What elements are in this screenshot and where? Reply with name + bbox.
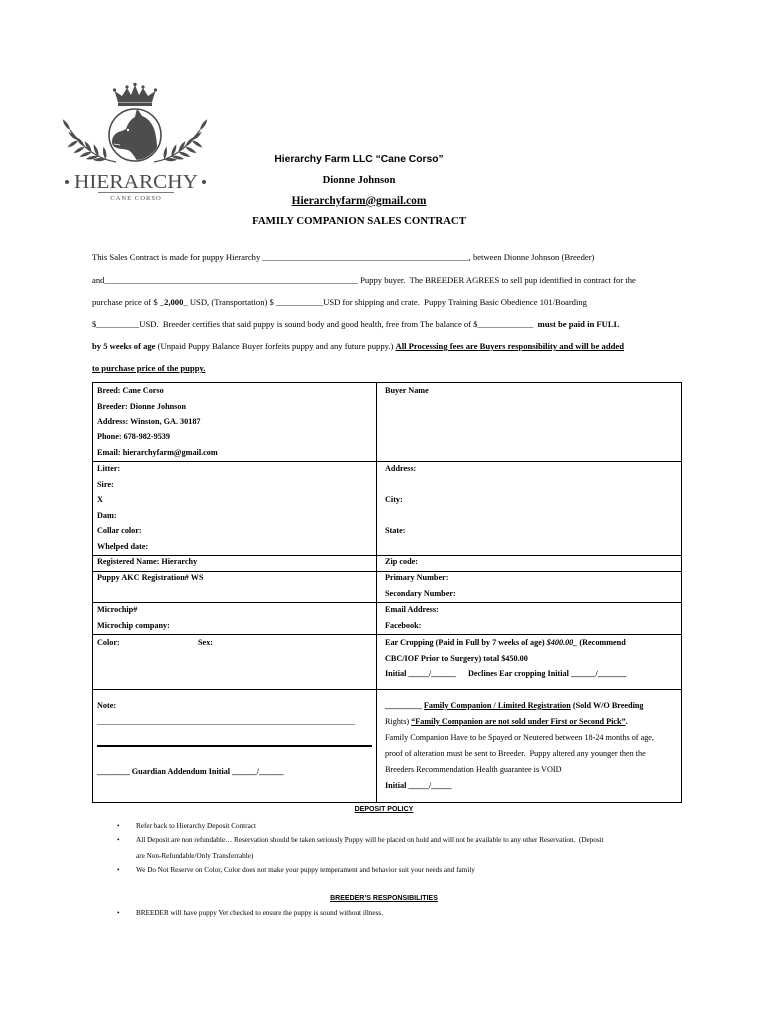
family-companion-line-1	[385, 701, 644, 711]
sire-field: Sire:	[97, 480, 114, 489]
buyer-name-field: Buyer Name	[385, 386, 429, 395]
deposit-policy-item: • All Deposit are non refundable… Reservation should be taken seriously Puppy will be placed on hold and will not be available to any other Reservation. (Deposit	[136, 836, 604, 845]
ear-cropping-terms: Ear Cropping (Paid in Full by 7 weeks of age)	[385, 638, 547, 647]
whelped-date-field: Whelped date:	[97, 542, 149, 551]
balance-due-notice: must be paid in FULL	[537, 319, 620, 329]
akc-registration-field: Puppy AKC Registration# WS	[97, 573, 204, 582]
primary-number-field: Primary Number:	[385, 573, 449, 582]
laurel-branch-left-icon	[61, 118, 116, 162]
ear-cropping-line-1	[385, 638, 626, 648]
breed-field: Breed: Cane Corso	[97, 386, 164, 395]
intro-price-tail: _ USD, (Transportation) $ ___________USD for shipping and crate. Puppy Training Basic Obedience 101/Boarding	[183, 297, 587, 307]
family-companion-period: .	[625, 717, 628, 726]
ear-cropping-initial: Initial _____/______	[385, 669, 456, 678]
buyer-city-field: City:	[385, 495, 403, 504]
note-separator-rule	[97, 745, 372, 747]
intro-line-4	[92, 319, 619, 329]
ear-cropping-recommend: (Recommend	[577, 638, 626, 647]
breeder-responsibility-item: • BREEDER will have puppy Vet checked to ensure the puppy is sound without illness.	[136, 909, 383, 918]
buyer-facebook-field: Facebook:	[385, 621, 422, 630]
family-companion-line-4: proof of alteration must be sent to Breeder. Puppy altered any younger then the	[385, 749, 646, 758]
family-companion-line-5: Breeders Recommendation Health guarantee is VOID	[385, 765, 562, 774]
row-divider	[93, 689, 681, 690]
litter-field: Litter:	[97, 464, 121, 473]
secondary-number-field: Secondary Number:	[385, 589, 456, 598]
breeder-field: Breeder: Dionne Johnson	[97, 402, 187, 411]
color-field: Color:	[97, 638, 120, 647]
breeder-email-field: Email: hierarchyfarm@gmail.com	[97, 448, 218, 457]
intro-line-2: and___________________________________________________________ Puppy buyer. The BREEDER AGREES to sell pup identified in contract for the	[92, 275, 636, 285]
intro-balance-text: $__________USD. Breeder certifies that said puppy is sound body and good health, free from The balance of $_____________	[92, 319, 538, 329]
dog-head-icon	[109, 108, 161, 162]
collar-color-field: Collar color:	[97, 526, 142, 535]
row-divider	[93, 634, 681, 635]
intro-price-lead: purchase price of $ _	[92, 297, 165, 307]
buyer-zip-field: Zip code:	[385, 557, 418, 566]
family-companion-line-2	[385, 717, 628, 727]
family-companion-initial: Initial _____/_____	[385, 781, 452, 790]
dam-field: Dam:	[97, 511, 117, 520]
family-companion-pick-notice: “Family Companion are not sold under First or Second Pick”	[411, 717, 626, 726]
crown-icon	[113, 83, 157, 106]
company-name: Hierarchy Farm LLC “Cane Corso”	[274, 154, 444, 165]
family-companion-suffix: (Sold W/O Breeding	[570, 701, 644, 710]
logo-brand-text: HIERARCHY	[74, 171, 198, 193]
intro-line-3	[92, 297, 587, 307]
row-divider	[93, 461, 681, 462]
intro-line-5	[92, 341, 624, 351]
owner-name: Dionne Johnson	[322, 175, 396, 186]
contact-email-link[interactable]: Hierarchyfarm@gmail.com	[291, 195, 427, 207]
breeder-phone-field: Phone: 678-982-9539	[97, 432, 170, 441]
breeder-address-field: Address: Winston, GA. 30187	[97, 417, 201, 426]
sex-field: Sex:	[198, 638, 214, 647]
ear-cropping-line-2: CBC/IOF Prior to Surgery) total $450.00	[385, 654, 528, 663]
contract-details-table	[92, 382, 682, 803]
payment-deadline: by 5 weeks of age	[92, 341, 156, 351]
note-label: Note:	[97, 701, 117, 710]
family-companion-blank: _________	[385, 701, 424, 710]
row-divider	[93, 555, 681, 556]
intro-line-1: This Sales Contract is made for puppy Hierarchy ________________________________________________, between Dionne Johnson (Breeder)	[92, 252, 595, 262]
row-divider	[93, 602, 681, 603]
registered-name-field: Registered Name: Hierarchy	[97, 557, 198, 566]
deposit-policy-item: • Refer back to Hierarchy Deposit Contract	[136, 822, 256, 831]
column-divider	[376, 383, 377, 802]
deposit-policy-item: • We Do Not Reserve on Color, Color does not make your puppy temperament and behavior suit your needs and family	[136, 866, 475, 875]
breeder-responsibilities-heading: BREEDER’S RESPONSIBILITIES	[330, 895, 438, 902]
ear-cropping-price: $400.00_	[546, 638, 578, 647]
family-companion-rights: Rights)	[385, 717, 412, 726]
logo-tagline-text: CANE CORSO	[110, 195, 162, 202]
deposit-policy-item-continued: are Non-Refundable/Only Transferrable)	[136, 852, 254, 860]
ear-cropping-decline-initial: Declines Ear cropping Initial ______/_______	[468, 669, 627, 678]
processing-fees-notice: All Processing fees are Buyers responsibility and will be added	[395, 341, 624, 351]
buyer-address-field: Address:	[385, 464, 417, 473]
sire-dam-cross: X	[97, 495, 103, 504]
note-blank-line: _______________________________________________________________	[97, 717, 355, 726]
microchip-company-field: Microchip company:	[97, 621, 170, 630]
row-divider	[93, 571, 681, 572]
deposit-policy-heading: DEPOSIT POLICY	[354, 806, 414, 813]
purchase-price: 2,000	[164, 297, 184, 307]
forfeit-notice: (Unpaid Puppy Balance Buyer forfeits puppy and any future puppy.)	[155, 341, 396, 351]
family-companion-line-3: Family Companion Have to be Spayed or Neutered between 18-24 months of age,	[385, 733, 654, 742]
buyer-email-field: Email Address:	[385, 605, 439, 614]
intro-line-6: to purchase price of the puppy.	[92, 363, 206, 373]
contract-title: FAMILY COMPANION SALES CONTRACT	[252, 215, 466, 227]
buyer-state-field: State:	[385, 526, 406, 535]
family-companion-title: Family Companion / Limited Registration	[423, 701, 571, 710]
hierarchy-logo	[60, 82, 210, 204]
microchip-field: Microchip#	[97, 605, 138, 614]
guardian-addendum-initial: ________ Guardian Addendum Initial ______/______	[97, 767, 284, 776]
